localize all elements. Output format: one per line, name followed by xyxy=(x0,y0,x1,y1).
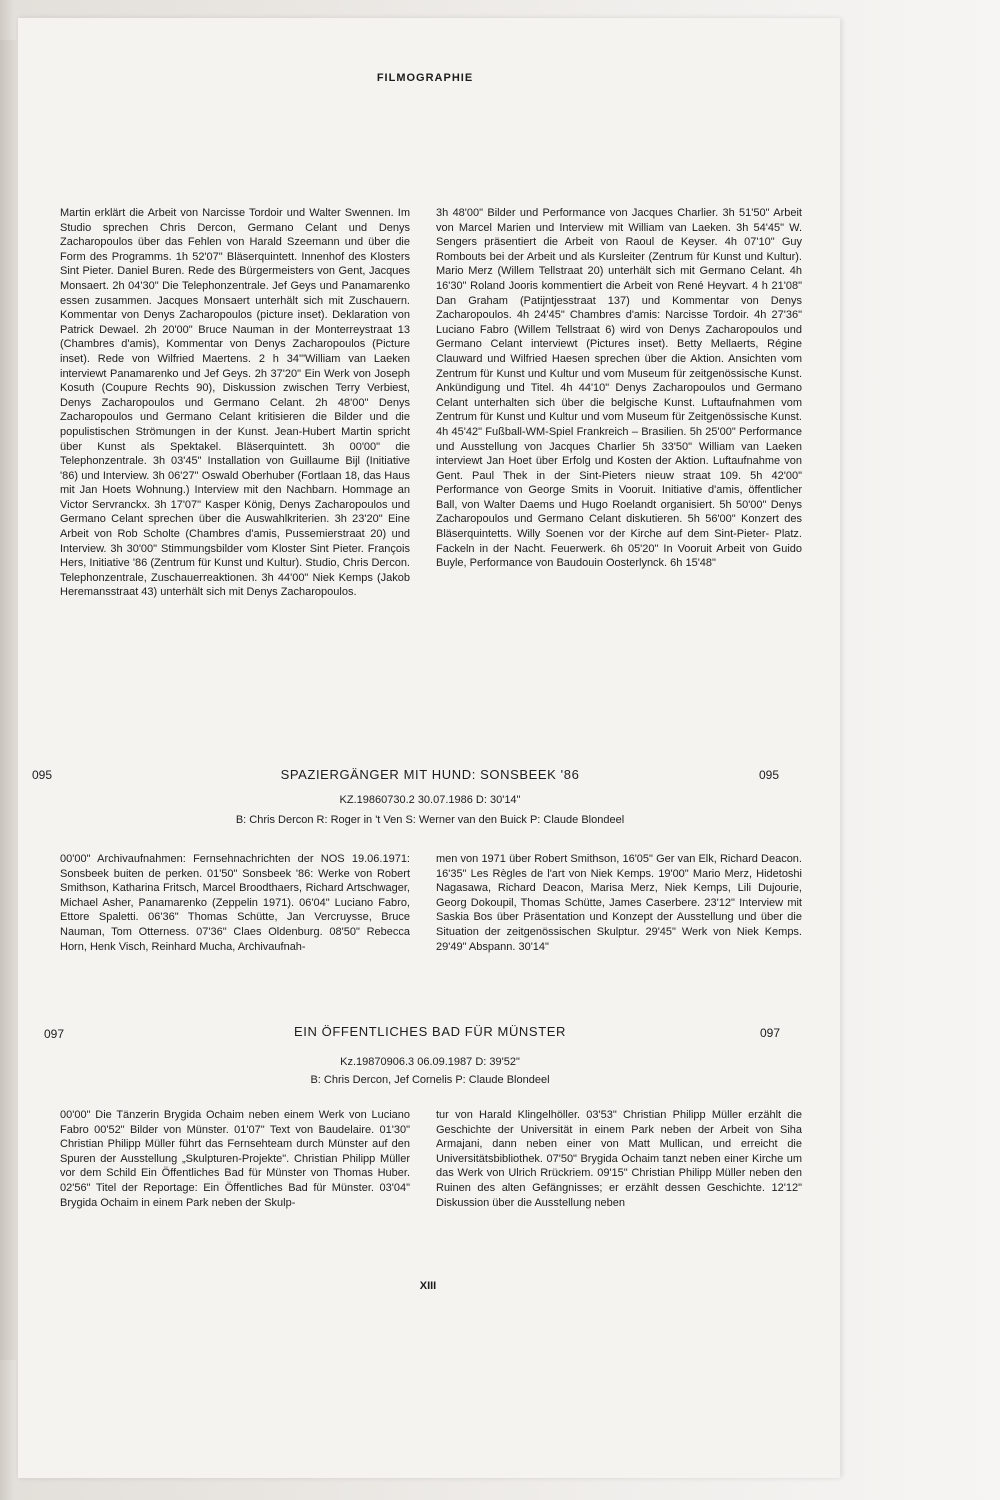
entry-number-right: 095 xyxy=(759,768,780,782)
entry-metadata-line: KZ.19860730.2 30.07.1986 D: 30'14" xyxy=(339,794,521,806)
running-head: FILMOGRAPHIE xyxy=(376,72,474,84)
entry-text-column-left: 00'00" Archivaufnahmen: Fernsehnachrichten der NOS 19.06.1971: Sonsbeek buiten de perken. 01'50" Sonsbeek '86: Werke von Robert Smithson, Katharina Fritsch, Marcel Broodthaers, Richard Artschwager, Michael Asher, Panamarenko (Zeppelin 1971). 06'04" Luciano Fabro, Ettore Spaletti. 06'36" Thomas Schütte, Jan Vercruysse, Bruce Nauman, Tom Otterness. 07'36" Claes Oldenburg. 08'50" Rebecca Horn, Henk Visch, Reinhard Mucha, Archivaufnah- xyxy=(60,853,410,953)
entry-metadata-line: Kz.19870906.3 06.09.1987 D: 39'52" xyxy=(340,1056,520,1068)
entry-credits-line: B: Chris Dercon R: Roger in 't Ven S: Werner van den Buick P: Claude Blondeel xyxy=(235,814,625,826)
entry-text-column-right: men von 1971 über Robert Smithson, 16'05" Ger van Elk, Richard Deacon. 16'35" Les Règles de l'art von Niek Kemps. 19'00" Mario Merz, Hidetoshi Nagasawa, Richard Deacon, Marisa Merz, Niek Kemps, Lili Dujourie, Georg Dokoupil, Thomas Schütte, James Caserbere. 23'12" Interview mit Saskia Bos über Präsentation und Konzept der Ausstellung und über die Situation der zeitgenössischen Skulptur. 29'45" Werk von Niek Kemps. 29'49" Abspann. 30'14" xyxy=(436,853,802,953)
entry-title: SPAZIERGÄNGER MIT HUND: SONSBEEK '86 xyxy=(280,767,580,782)
entry-number-right: 097 xyxy=(760,1026,781,1040)
top-text-column-right: 3h 48'00" Bilder und Performance von Jacques Charlier. 3h 51'50" Arbeit von Marcel Marien und Interview mit William van Laeken. 3h 54'45" W. Sengers präsentiert die Arbeit von Raoul de Keyser. 4h 07'10" Guy Rombouts bei der Arbeit und als Kursleiter (Zentrum für Kunst und Kultur). Mario Merz (Willem Tellstraat 20) unterhält sich mit Germano Celant. 4h 16'30" Roland Jooris kommentiert die Arbeit von René Heyvart. 4 h 21'08" Dan Graham (Patijntjesstraat 137) und Kommentar von Denys Zacharopoulos. 4h 24'45" Chambres d'amis: Narcisse Tordoir. 4h 27'36" Luciano Fabro (Willem Tellstraat 6) wird von Denys Zacharopoulos und Germano Celant interviewt (Pictures inset). Betty Mellaerts, Régine Clauward und Wilfried Haesen sprechen über die Aktion. Ansichten vom Zentrum für Kunst und Kultur und vom Museum für zeitgenössische Kunst. Ankündigung und Titel. 4h 44'10" Denys Zacharopoulos und Germano Celant unterhalten sich über die belgische Kunst. Luftaufnahmen vom Zentrum für Kunst und Kultur und vom Museum für Zeitgenössische Kunst. 4h 45'42" Fußball-WM-Spiel Frankreich – Brasilien. 5h 25'00" Performance und Ausstellung von Jacques Charlier 5h 33'50" William van Laeken interviewt Jan Hoet über Erfolg und Kosten der Aktion. Luftaufnahme von Gent. Paul Thek in der Sint-Pieters nieuw straat 109. 5h 42'00" Performance von George Smits in Vooruit. Initiative d'amis, öffentlicher Ball, von Walter Daems und Hugo Roelandt organisiert. 5h 50'00" Denys Zacharopoulos und Germano Celant diskutieren. 5h 56'00" Konzert des Bläserquintetts. Willy Soenen vor der Kirche auf dem Sint-Pieter- Platz. Fackeln in der Nacht. Feuerwerk. 6h 05'20" In Vooruit Arbeit von Guido Buyle, Performance von Baudouin Oosterlynck. 6h 15'48" xyxy=(436,207,802,570)
page-folio: XIII xyxy=(419,1280,437,1292)
entry-title: EIN ÖFFENTLICHES BAD FÜR MÜNSTER xyxy=(294,1024,566,1039)
entry-number-left: 097 xyxy=(44,1027,65,1041)
top-text-column-left: Martin erklärt die Arbeit von Narcisse Tordoir und Walter Swennen. Im Studio sprechen Chris Dercon, Germano Celant und Denys Zacharopoulos über das Fehlen von Harald Szeemann und über die Form des Programms. 1h 52'07" Bläserquintett. Innenhof des Klosters Sint Pieter. Daniel Buren. Rede des Bürgermeisters von Gent, Jacques Monsaert. 2h 04'30" Die Telephonzentrale. Jef Geys und Panamarenko essen zusammen. Jacques Monsaert unterhält sich mit Zuschauern. Kommentar von Denys Zacharopoulos (picture inset). Deklaration von Patrick Dewael. 2h 20'00" Bruce Nauman in der Monterreystraat 13 (Chambres d'amis), Kommentar von Denys Zacharopoulos (Picture inset). Rede von Wilfried Maertens. 2 h 34'"William van Laeken interviewt Panamarenko und Jef Geys. 2h 37'20" Ein Werk von Joseph Kosuth (Coupure Rechts 90), Diskussion zwischen Terry Verbiest, Denys Zacharopoulos und Germano Celant. 2h 48'00" Denys Zacharopoulos und Germano Celant kritisieren die Bilder und die populistischen Strömungen in der Kunst. Jean-Hubert Martin spricht über Kunst als Spektakel. Bläserquintett. 3h 00'00" die Telephonzentrale. 3h 03'45" Installation von Guillaume Bijl (Initiative '86) und Interview. 3h 06'27" Oswald Oberhuber (Fortlaan 18, das Haus mit Jan Hoets Wohnung.) Interview mit den Nachbarn. Hommage an Victor Servranckx. 3h 17'07" Kasper König, Denys Zacharopoulos und Germano Celant sprechen über die Auswahlkriterien. 3h 23'20" Eine Arbeit von Rob Scholte (Chambres d'amis, Pussemierstraat 20) und Interview. 3h 30'00" Stimmungsbilder vom Kloster Sint Pieter. François Hers, Initiative '86 (Zentrum für Kunst und Kultur). Studio, Chris Dercon. Telephonzentrale, Zuschauerreaktionen. 3h 44'00" Niek Kemps (Jakob Heremansstraat 43) unterhält sich mit Denys Zacharopoulos. xyxy=(60,207,410,599)
entry-text-column-left: 00'00" Die Tänzerin Brygida Ochaim neben einem Werk von Luciano Fabro 00'52" Bilder von Münster. 01'07" Text von Baudelaire. 01'30" Christian Philipp Müller führt das Fernsehteam durch Münster auf den Spuren der Ausstellung „Skulpturen-Projekte". Christian Philipp Müller vor dem Schild Ein Öffentliches Bad für Münster von Thomas Huber. 02'56" Titel der Reportage: Ein Öffentliches Bad für Münster. 03'04" Brygida Ochaim in einem Park neben der Skulp- xyxy=(60,1109,410,1209)
entry-text-column-right: tur von Harald Klingelhöller. 03'53" Christian Philipp Müller erzählt die Geschichte der Universität in einem Park neben der Arbeit von Siha Armajani, dann neben einer von Matt Mullican, und erreicht die Universitätsbibliothek. 07'50" Brygida Ochaim tanzt neben einer Kirche um das Werk von Ulrich Rrückriem. 09'15" Christian Philipp Müller neben den Ruinen des alten Gefängnisses; er erzählt dessen Geschichte. 12'12" Diskussion über die Ausstellung neben xyxy=(436,1109,802,1209)
booklet-page xyxy=(18,18,840,1478)
entry-number-left: 095 xyxy=(32,768,53,782)
entry-credits-line: B: Chris Dercon, Jef Cornelis P: Claude Blondeel xyxy=(310,1074,550,1086)
